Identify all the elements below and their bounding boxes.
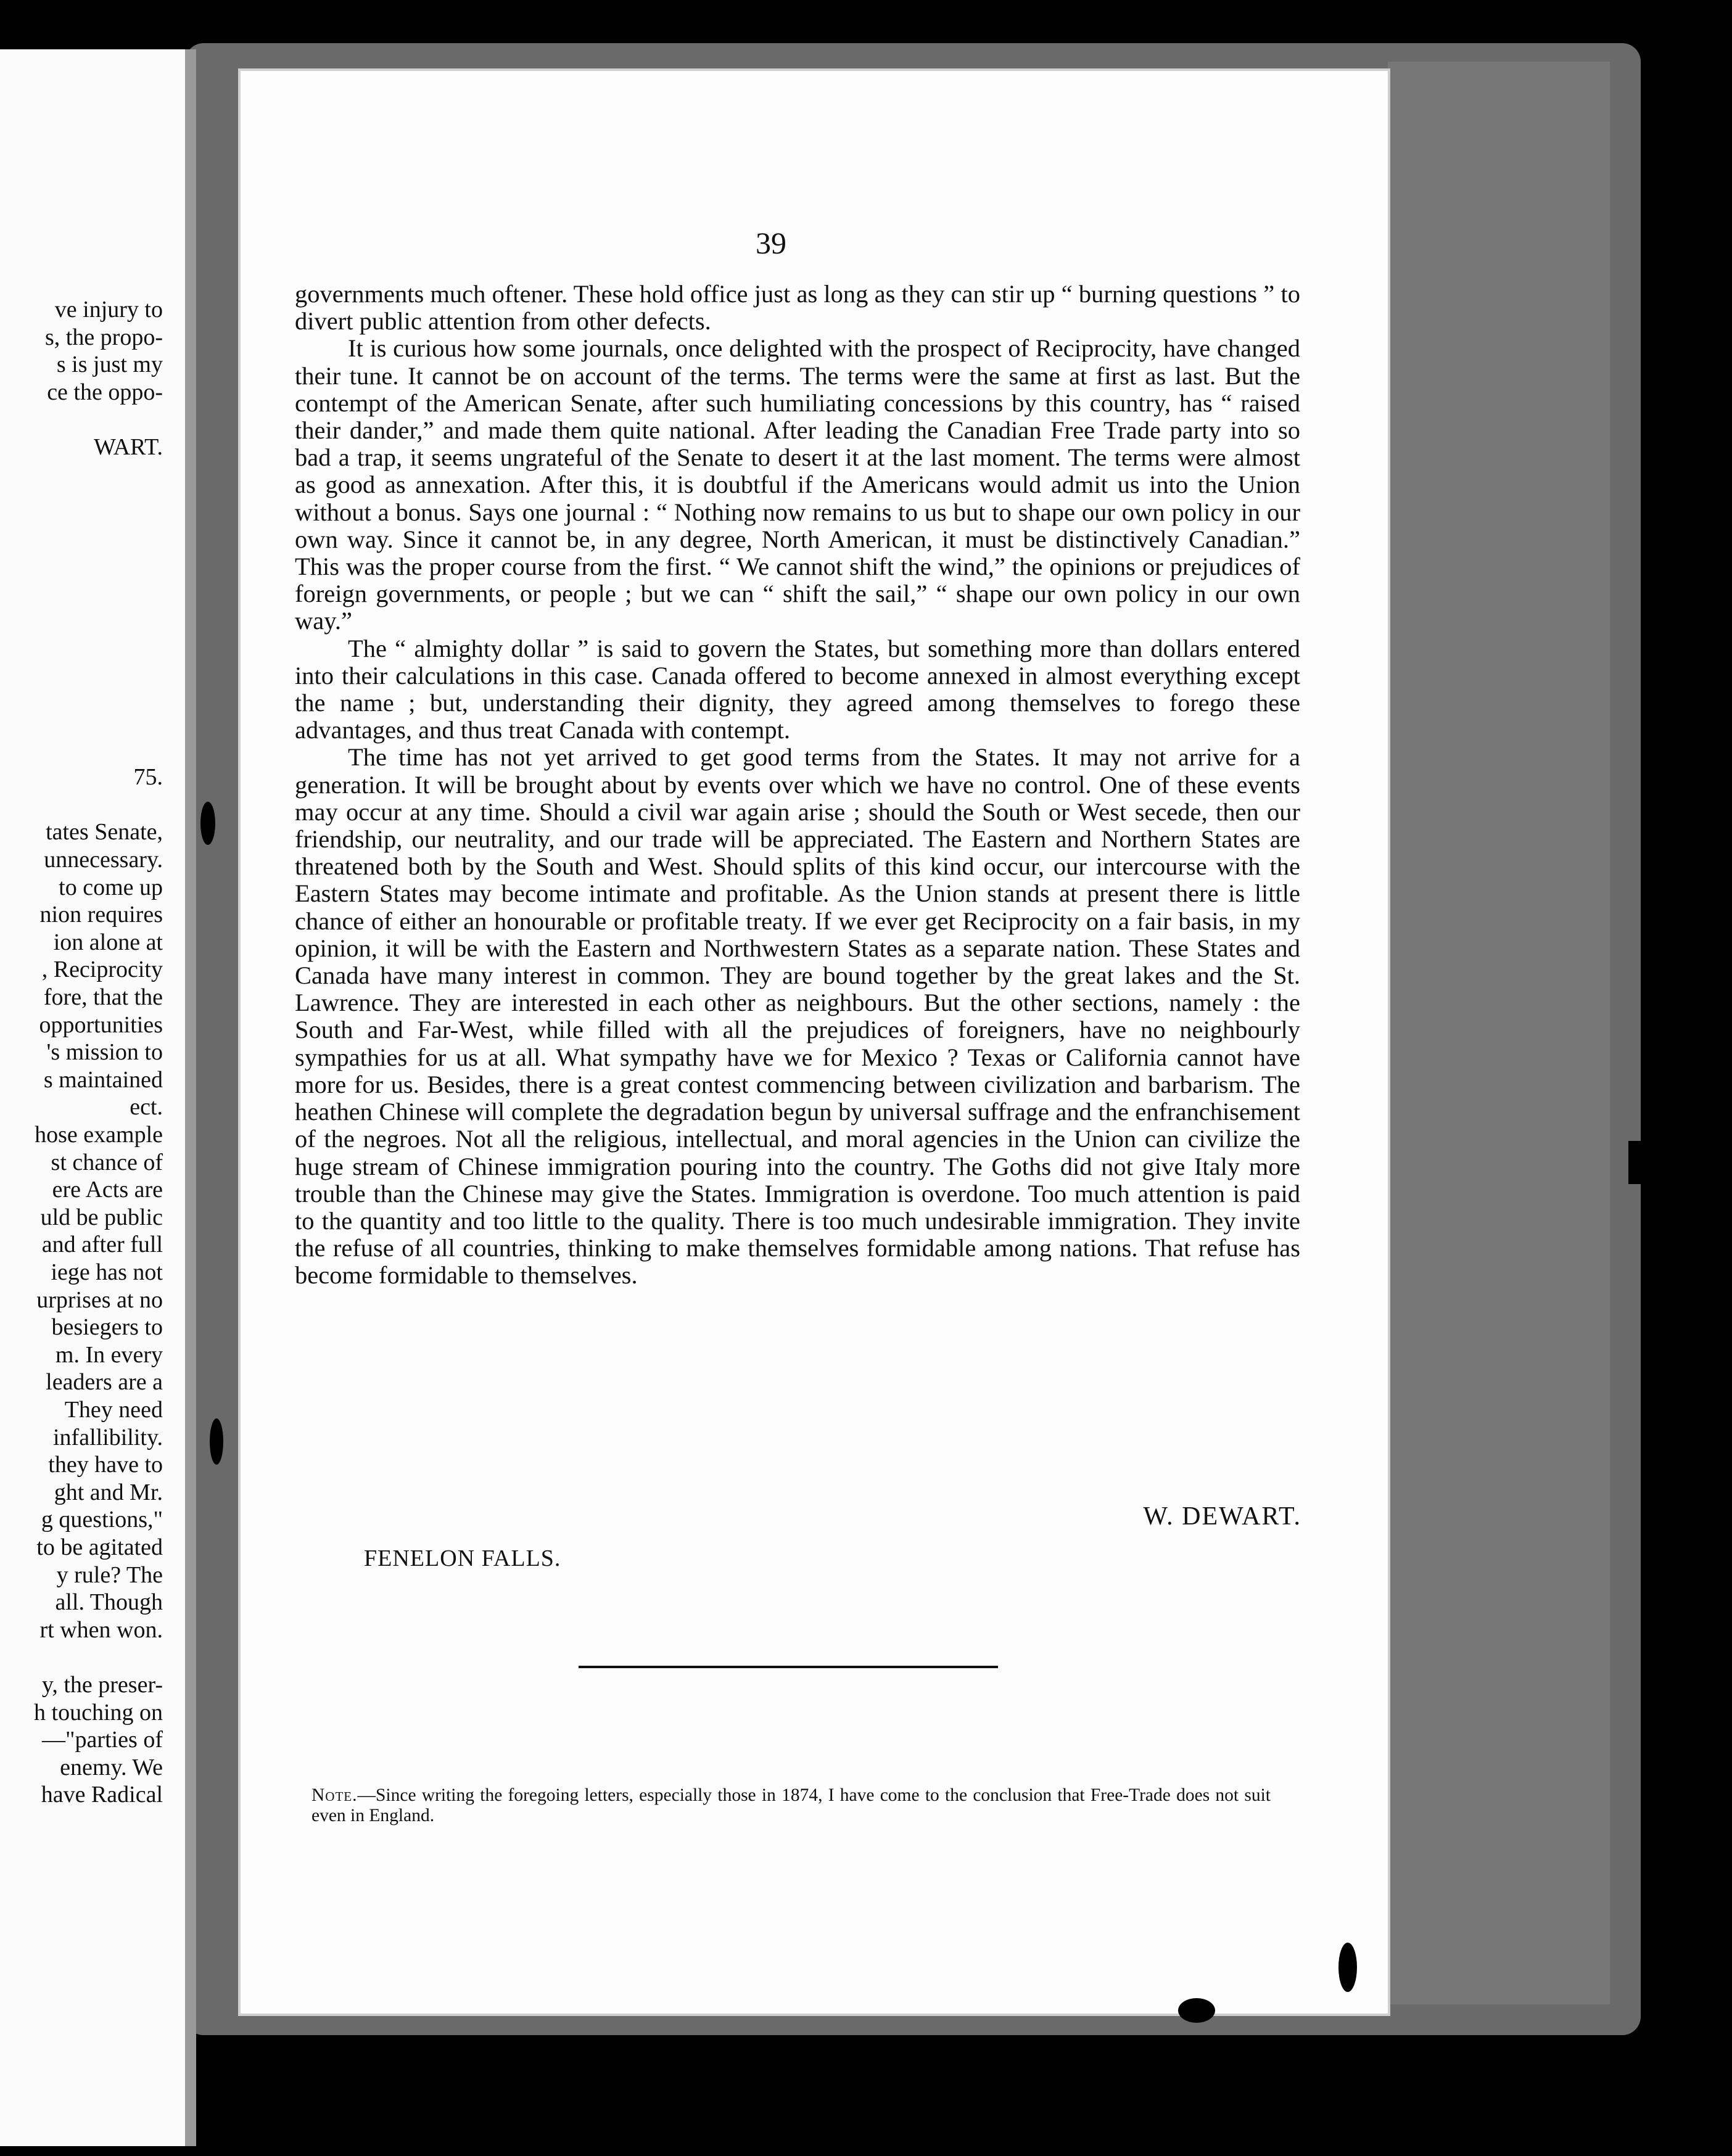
- left-page-line: to be agitated: [36, 1534, 163, 1560]
- left-page-line: y rule? The: [56, 1561, 163, 1588]
- left-page-line: fore, that the: [43, 984, 163, 1010]
- left-page-line: leaders are a: [46, 1369, 163, 1396]
- left-page-line: tates Senate,: [46, 819, 163, 846]
- left-page-line: they have to: [48, 1452, 163, 1478]
- left-page-line: to come up: [59, 874, 163, 900]
- page-speck: [1338, 1943, 1357, 1992]
- paragraph: The time has not yet arrived to get good terms from the States. It may not arrive for a generation. It will be brought about by events over which we have no control. One of these events may occur at any time. Should a civil war again arise ; should the South or West secede, then our friendship, our neutrality, and our trade will be appreciated. The Eastern and Northern States are threatened both by the South and West. Should splits of this kind occur, our intercourse with the Eastern States may become intimate and profitable. As the Union stands at present there is little chance of either an honourable or profitable treaty. If we ever get Reciprocity on a fair basis, in my opinion, it will be with the Eastern and Northwestern States as a separate nation. These States and Canada have many interest in common. They are bound together by the great lakes and the St. Lawrence. They are interested in each other as neighbours. But the other sections, namely : the South and Far-West, while filled with all the prejudices of foreigners, have no neighbourly sympathies for us at all. What sympathy have we for Mexico ? Texas or California cannot have more for us. Besides, there is a great contest commencing between civilization and barbarism. The heathen Chinese will complete the degradation begun by universal suffrage and the enfranchisement of the negroes. Not all the religious, intellectual, and moral agencies in the Union can civilize the huge stream of Chinese immigration pouring into the country. The Goths did not give Italy more trouble than the Chinese may give the States. Immigration is overdone. Too much attention is paid to the quantity and too little to the quality. There is too much undesirable immigration. They invite the refuse of all countries, thinking to make themselves formidable among nations. That refuse has become formidable to themselves.: [295, 743, 1300, 1290]
- left-page-line: g questions,": [41, 1507, 163, 1533]
- left-page-line: , Reciprocity: [41, 957, 163, 983]
- left-page-line: —"parties of: [42, 1727, 163, 1753]
- left-page-line: all. Though: [55, 1589, 163, 1616]
- left-page-line: s is just my: [56, 352, 163, 378]
- left-page-line: s maintained: [43, 1066, 163, 1093]
- paragraph: governments much oftener. These hold office just as long as they can stir up “ burning questions ” to divert public attention from other defects.: [295, 280, 1300, 335]
- left-page-line: enemy. We: [60, 1754, 163, 1780]
- place-line: FENELON FALLS.: [364, 1545, 561, 1571]
- left-page-line: st chance of: [51, 1149, 163, 1175]
- author-signature: W. DEWART.: [1143, 1502, 1301, 1531]
- scanner-backing-edge: [1388, 62, 1610, 2004]
- left-page-line: h touching on: [34, 1699, 163, 1726]
- left-page-line: unnecessary.: [44, 847, 163, 873]
- footnote: [311, 1785, 1271, 1826]
- left-page-line: ion alone at: [53, 929, 163, 955]
- footnote-text: —Since writing the foregoing letters, especially those in 1874, I have come to the conclusion that Free-Trade does not suit even in England.: [311, 1785, 1271, 1825]
- left-facing-page: [0, 49, 196, 2146]
- left-page-line: 's mission to: [46, 1039, 163, 1066]
- paragraph: The “ almighty dollar ” is said to govern the States, but something more than dollars entered into their calculations in this case. Canada offered to become annexed in almost everything except the name ; but, understanding their dignity, they agreed among themselves to forego these advantages, and thus treat Canada with contempt.: [295, 634, 1300, 744]
- left-page-line: They need: [64, 1397, 163, 1423]
- horizontal-rule: [579, 1666, 998, 1668]
- left-page-line: infallibility.: [52, 1424, 163, 1450]
- left-page-line: have Radical: [41, 1782, 163, 1808]
- left-page-line: ere Acts are: [52, 1177, 163, 1203]
- page-clip: [1628, 1141, 1653, 1184]
- left-page-line: s, the propo-: [44, 324, 163, 350]
- left-page-line: ce the oppo-: [47, 379, 163, 405]
- left-page-line: rt when won.: [39, 1616, 163, 1643]
- left-page-line: opportunities: [39, 1011, 163, 1038]
- body-text: [295, 281, 1300, 1290]
- left-page-line: and after full: [41, 1232, 163, 1258]
- left-page-line: urprises at no: [36, 1286, 163, 1313]
- page-39: [241, 71, 1388, 2014]
- left-page-line: WART.: [93, 434, 163, 460]
- left-page-line: nion requires: [39, 902, 163, 928]
- page-number: 39: [756, 226, 786, 260]
- page-speck: [200, 802, 215, 845]
- left-page-line: ect.: [130, 1094, 163, 1121]
- page-speck: [210, 1418, 223, 1465]
- left-page-line: 75.: [133, 764, 163, 791]
- left-page-line: ve injury to: [54, 297, 163, 323]
- left-page-line: m. In every: [55, 1341, 163, 1368]
- left-page-line: hose example: [35, 1122, 163, 1148]
- left-page-line: y, the preser-: [41, 1672, 163, 1698]
- left-page-line: iege has not: [51, 1259, 163, 1285]
- left-page-line: ght and Mr.: [54, 1479, 163, 1505]
- paragraph: It is curious how some journals, once delighted with the prospect of Reciprocity, have changed their tune. It cannot be on account of the terms. The terms were the same at first as last. But the contempt of the American Senate, after such humiliating concessions by this country, has “ raised their dander,” and made them quite national. After leading the Canadian Free Trade party into so bad a trap, it seems ungrateful of the Senate to desert it at the last moment. The terms were almost as good as annexation. After this, it is doubtful if the Americans would admit us into the Union without a bonus. Says one journal : “ Nothing now remains to us but to shape our own policy in our own way. Since it cannot be, in any degree, North American, it must be distinctively Canadian.” This was the proper course from the first. “ We cannot shift the wind,” the opinions or prejudices of foreign governments, or people ; but we can “ shift the sail,” “ shape our own policy in our own way.”: [295, 334, 1300, 635]
- left-page-line: uld be public: [40, 1204, 163, 1230]
- left-page-line: besiegers to: [51, 1314, 163, 1341]
- page-speck: [1178, 1998, 1215, 2023]
- footnote-label: Note.: [311, 1785, 358, 1805]
